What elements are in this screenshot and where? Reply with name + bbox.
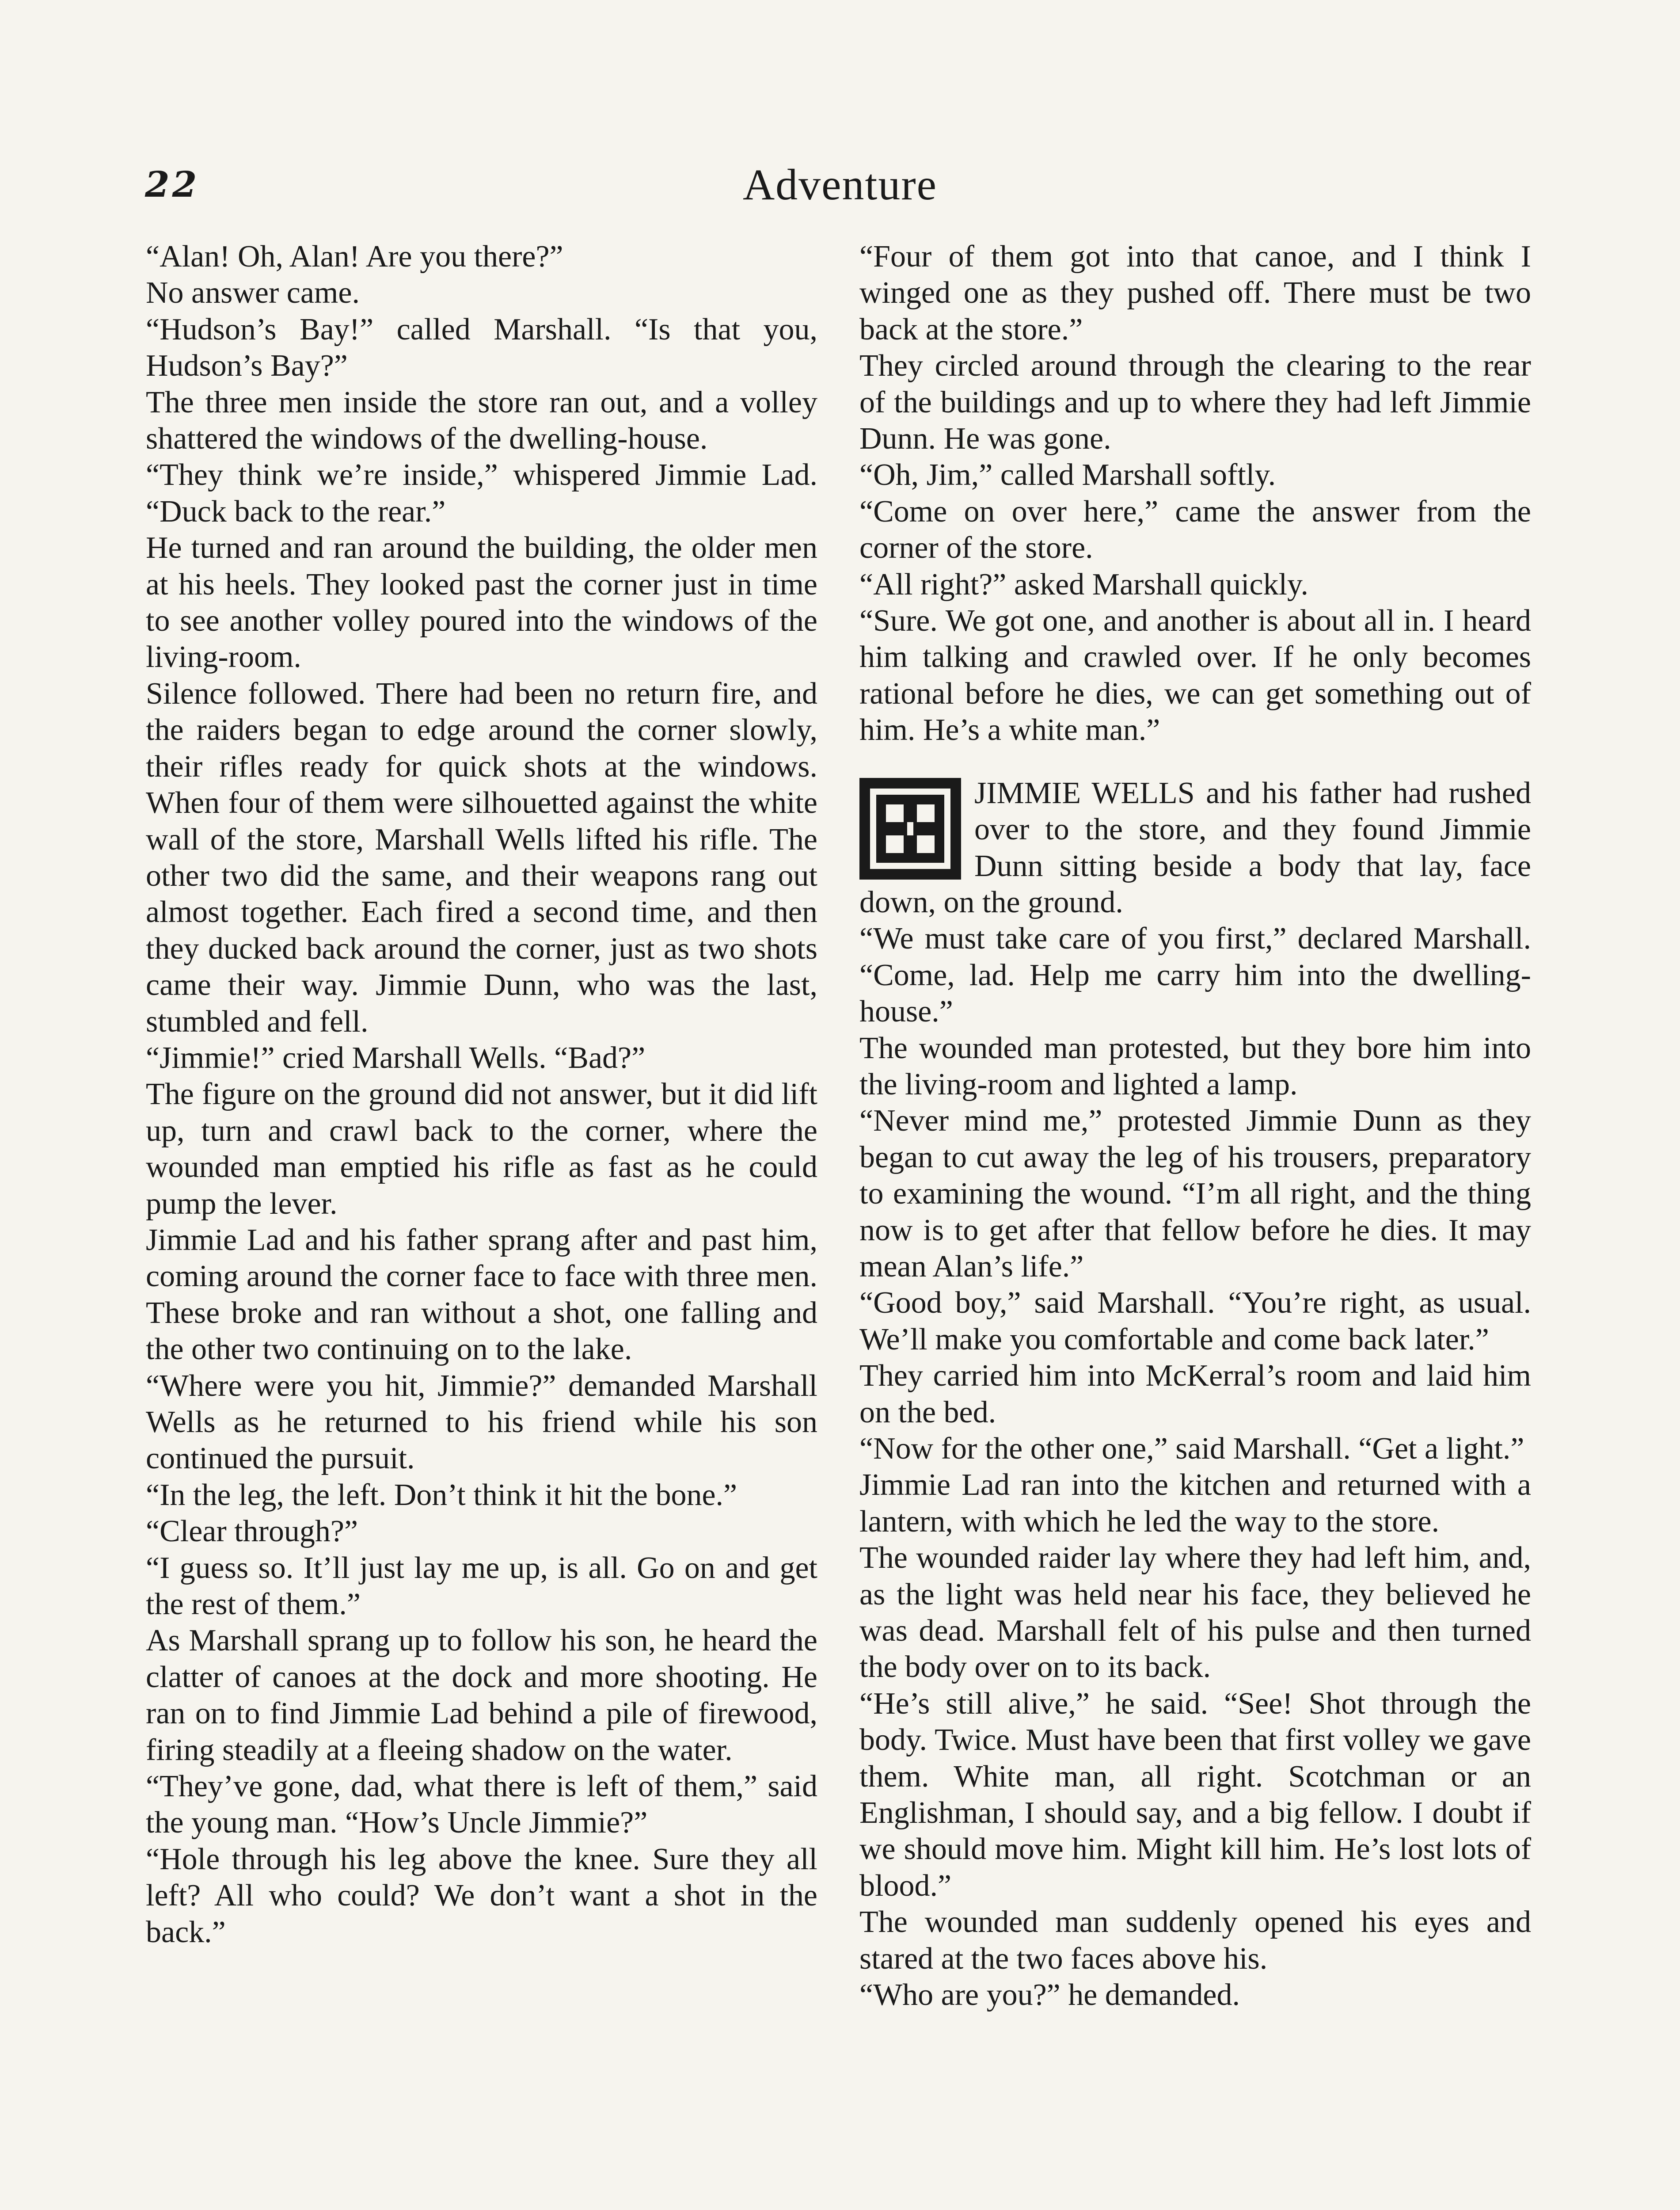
paragraph: “Oh, Jim,” called Marshall softly. — [859, 458, 1276, 492]
paragraph: The three men inside the store ran out, and a volley shattered the windows of the dwelling-house. — [146, 385, 817, 456]
paragraph: “Never mind me,” protested Jimmie Dunn as they began to cut away the leg of his trousers, preparatory to examining the wound. “I’m all right, and the thing now is to get after that fellow before he dies. It may mean Alan’s life.” — [859, 1104, 1531, 1284]
paragraph: “Good boy,” said Marshall. “You’re right, as usual. We’ll make you comfortable and come back later.” — [859, 1286, 1531, 1356]
paragraph: They circled around through the clearing to the rear of the buildings and up to where they had left Jimmie Dunn. He was gone. — [859, 349, 1531, 456]
paragraph: The wounded raider lay where they had left him, and, as the light was held near his face, they believed he was dead. Marshall felt of his pulse and then turned the body over on to its back. — [859, 1541, 1531, 1684]
paragraph: As Marshall sprang up to follow his son, he heard the clatter of canoes at the dock and more shooting. He ran on to find Jimmie Lad behind a pile of firewood, firing steadily at a fleeing shadow on the water. — [146, 1623, 817, 1767]
paragraph: “They’ve gone, dad, what there is left of them,” said the young man. “How’s Uncle Jimmie?” — [146, 1769, 817, 1840]
paragraph: “Alan! Oh, Alan! Are you there?” — [146, 240, 563, 274]
left-column — [146, 239, 817, 1951]
paragraph: “Now for the other one,” said Marshall. “Get a light.” — [859, 1432, 1524, 1466]
paragraph: “He’s still alive,” he said. “See! Shot through the body. Twice. Must have been that first volley we gave them. White man, all right. Scotchman or an Englishman, I should say, and a big fellow. I doubt if we should move him. Might kill him. He’s lost lots of blood.” — [859, 1686, 1531, 1903]
paragraph: Jimmie Lad ran into the kitchen and returned with a lantern, with which he led the way to the store. — [859, 1468, 1531, 1539]
page-number: 22 — [145, 164, 200, 205]
paragraph: “They think we’re inside,” whispered Jimmie Lad. “Duck back to the rear.” — [146, 458, 817, 529]
paragraph: “Who are you?” he demanded. — [859, 1978, 1240, 2012]
running-head: Adventure — [742, 160, 938, 209]
paragraph: “In the leg, the left. Don’t think it hit the bone.” — [146, 1478, 737, 1512]
paragraph: Jimmie Lad and his father sprang after and past him, coming around the corner face to face with three men. These broke and ran without a shot, one falling and the other two continuing on to the lake. — [146, 1223, 817, 1367]
section-opening-paragraph: JIMMIE WELLS and his father had rushed over to the store, and they found Jimmie Dunn sitting beside a body that lay, face down, on the ground. — [859, 776, 1531, 919]
paragraph: The wounded man protested, but they bore him into the living-room and lighted a lamp. — [859, 1031, 1531, 1101]
paragraph: “Where were you hit, Jimmie?” demanded Marshall Wells as he returned to his friend while his son continued the pursuit. — [146, 1368, 817, 1476]
paragraph: “I guess so. It’ll just lay me up, is all. Go on and get the rest of them.” — [146, 1551, 817, 1622]
section-ornament-icon — [859, 778, 961, 880]
paragraph: “Come on over here,” came the answer from the corner of the store. — [859, 494, 1531, 565]
right-column — [859, 239, 1531, 2014]
paragraph: “Sure. We got one, and another is about all in. I heard him talking and crawled over. If he only becomes rational before he dies, we can get something out of him. He’s a white man.” — [859, 604, 1531, 747]
paragraph: “We must take care of you first,” declared Marshall. “Come, lad. Help me carry him into the dwelling-house.” — [859, 922, 1531, 1029]
paragraph: He turned and ran around the building, the older men at his heels. They looked past the corner just in time to see another volley poured into the windows of the living-room. — [146, 531, 817, 674]
paragraph: “Hole through his leg above the knee. Sure they all left? All who could? We don’t want a shot in the back.” — [146, 1842, 817, 1949]
paragraph: The wounded man suddenly opened his eyes and stared at the two faces above his. — [859, 1905, 1531, 1976]
section-opening — [859, 775, 1531, 921]
paragraph: No answer came. — [146, 276, 360, 310]
paragraph: “Jimmie!” cried Marshall Wells. “Bad?” — [146, 1040, 646, 1075]
paragraph: They carried him into McKerral’s room and laid him on the bed. — [859, 1359, 1531, 1429]
paragraph: “Hudson’s Bay!” called Marshall. “Is that you, Hudson’s Bay?” — [146, 312, 817, 383]
paragraph: “All right?” asked Marshall quickly. — [859, 567, 1308, 602]
paragraph: Silence followed. There had been no return fire, and the raiders began to edge around the corner slowly, their rifles ready for quick shots at the windows. When four of them were silhouetted against the white wall of the store, Marshall Wells lifted his rifle. The other two did the same, and their weapons rang out almost together. Each fired a second time, and then they ducked back around the corner, just as two shots came their way. Jimmie Dunn, who was the last, stumbled and fell. — [146, 676, 817, 1039]
paragraph: “Four of them got into that canoe, and I think I winged one as they pushed off. There must be two back at the store.” — [859, 240, 1531, 347]
paragraph: “Clear through?” — [146, 1514, 358, 1549]
page-header — [0, 159, 1680, 217]
paragraph: The figure on the ground did not answer, but it did lift up, turn and crawl back to the corner, where the wounded man emptied his rifle as fast as he could pump the lever. — [146, 1077, 817, 1221]
